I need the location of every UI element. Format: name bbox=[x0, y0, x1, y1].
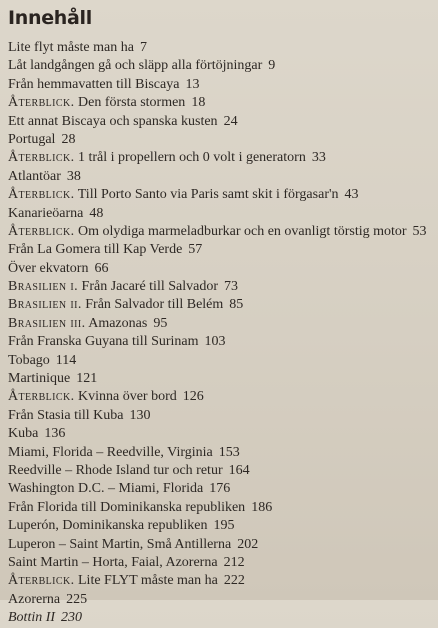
toc-entry bbox=[8, 205, 438, 223]
toc-entry-page-number: 43 bbox=[344, 187, 359, 203]
toc-entry-page-number: 48 bbox=[89, 205, 104, 221]
toc-entry-page-number: 186 bbox=[251, 499, 273, 515]
toc-entry-title: Från Franska Guyana till Surinam bbox=[8, 334, 199, 350]
toc-entry-title: Om olydiga marmeladburkar och en ovanligt törstig motor bbox=[74, 223, 407, 239]
toc-entry bbox=[8, 168, 438, 186]
toc-entry-page-number: 33 bbox=[311, 150, 326, 166]
toc-entry-title: Kanarieöarna bbox=[8, 205, 84, 221]
toc-entry-page-number: 136 bbox=[44, 426, 66, 442]
toc-entry bbox=[8, 462, 438, 480]
toc-entry-title: Låt landgången gå och släpp alla förtöjningar bbox=[8, 58, 263, 74]
toc-entry bbox=[8, 94, 438, 112]
toc-entry-title: Från Stasia till Kuba bbox=[8, 407, 124, 423]
toc-entry-page-number: 9 bbox=[268, 58, 276, 74]
toc-entry-title: Amazonas bbox=[85, 315, 148, 331]
toc-title: Innehåll bbox=[8, 7, 92, 29]
toc-entry bbox=[8, 609, 438, 627]
toc-entry-title: Martinique bbox=[8, 371, 71, 387]
toc-entry-page-number: 28 bbox=[61, 131, 76, 147]
toc-entry-title: Till Porto Santo via Paris samt skit i förgasar'n bbox=[74, 187, 339, 203]
toc-entry-title: Från Florida till Dominikanska republiken bbox=[8, 499, 246, 515]
toc-entry-title: Bottin II bbox=[8, 610, 56, 626]
toc-entry bbox=[8, 352, 438, 370]
toc-entry-title: Portugal bbox=[8, 131, 56, 147]
toc-entry-page-number: 103 bbox=[204, 334, 226, 350]
toc-entry bbox=[8, 223, 438, 241]
toc-entry bbox=[8, 333, 438, 351]
toc-entry-title: Washington D.C. – Miami, Florida bbox=[8, 481, 204, 497]
toc-entry-title: Ett annat Biscaya och spanska kusten bbox=[8, 113, 218, 129]
toc-entry-title: Atlantöar bbox=[8, 168, 61, 184]
toc-entry-title: Saint Martin – Horta, Faial, Azorerna bbox=[8, 554, 218, 570]
toc-entry-title: Luperón, Dominikanska republiken bbox=[8, 518, 208, 534]
toc-entry bbox=[8, 407, 438, 425]
toc-entry bbox=[8, 517, 438, 535]
toc-list bbox=[8, 39, 438, 628]
toc-entry-title: Reedville – Rhode Island tur och retur bbox=[8, 462, 223, 478]
toc-entry-title: Azorerna bbox=[8, 591, 61, 607]
toc-entry bbox=[8, 388, 438, 406]
toc-entry-page-number: 66 bbox=[94, 260, 109, 276]
toc-entry bbox=[8, 296, 438, 314]
toc-entry-title: Från La Gomera till Kap Verde bbox=[8, 242, 183, 258]
toc-entry-title: Från hemmavatten till Biscaya bbox=[8, 76, 180, 92]
toc-entry-section-label: Återblick. bbox=[8, 95, 75, 111]
toc-entry bbox=[8, 554, 438, 572]
toc-entry-title: Från Jacaré till Salvador bbox=[78, 279, 218, 295]
toc-entry bbox=[8, 76, 438, 94]
toc-entry bbox=[8, 39, 438, 57]
toc-entry bbox=[8, 131, 438, 149]
toc-entry bbox=[8, 186, 438, 204]
toc-entry-page-number: 57 bbox=[188, 242, 203, 258]
toc-entry-section-label: Återblick. bbox=[8, 223, 75, 239]
toc-entry bbox=[8, 480, 438, 498]
toc-entry-title: Kuba bbox=[8, 426, 39, 442]
toc-entry-page-number: 73 bbox=[223, 279, 238, 295]
toc-entry-section-label: Återblick. bbox=[8, 187, 75, 203]
toc-entry bbox=[8, 149, 438, 167]
toc-entry-page-number: 230 bbox=[61, 610, 83, 626]
toc-entry-page-number: 24 bbox=[223, 113, 238, 129]
toc-entry bbox=[8, 572, 438, 590]
toc-entry-page-number: 7 bbox=[139, 40, 147, 55]
toc-entry-section-label: Brasilien ii. bbox=[8, 297, 82, 313]
toc-entry-page-number: 13 bbox=[185, 76, 200, 92]
toc-entry-page-number: 126 bbox=[182, 389, 204, 405]
toc-entry bbox=[8, 444, 438, 462]
toc-entry-section-label: Återblick. bbox=[8, 389, 75, 405]
toc-entry-page-number: 225 bbox=[66, 591, 88, 607]
toc-entry-section-label: Återblick. bbox=[8, 150, 75, 166]
toc-entry-page-number: 195 bbox=[213, 518, 235, 534]
toc-entry-page-number: 212 bbox=[223, 554, 245, 570]
toc-entry-page-number: 164 bbox=[228, 462, 250, 478]
toc-entry-title: Från Salvador till Belém bbox=[81, 297, 224, 313]
toc-entry-title: Över ekvatorn bbox=[8, 260, 89, 276]
toc-entry-page-number: 202 bbox=[237, 536, 259, 552]
toc-entry-section-label: Återblick. bbox=[8, 573, 75, 589]
toc-entry-title: Lite FLYT måste man ha bbox=[74, 573, 218, 589]
toc-entry bbox=[8, 536, 438, 554]
toc-entry-title: 1 trål i propellern och 0 volt i generatorn bbox=[74, 150, 306, 166]
toc-entry bbox=[8, 278, 438, 296]
toc-entry bbox=[8, 241, 438, 259]
toc-entry-page-number: 114 bbox=[55, 352, 77, 368]
toc-entry-page-number: 176 bbox=[209, 481, 231, 497]
toc-entry-page-number: 53 bbox=[412, 223, 427, 239]
toc-entry-title: Miami, Florida – Reedville, Virginia bbox=[8, 444, 213, 460]
toc-entry bbox=[8, 425, 438, 443]
toc-entry-page-number: 153 bbox=[218, 444, 240, 460]
toc-entry-title: Den första stormen bbox=[74, 95, 186, 111]
toc-entry-page-number: 130 bbox=[129, 407, 151, 423]
toc-entry bbox=[8, 315, 438, 333]
toc-entry-title: Kvinna över bord bbox=[74, 389, 177, 405]
toc-entry-page-number: 121 bbox=[76, 371, 98, 387]
toc-entry-title: Lite flyt måste man ha bbox=[8, 40, 134, 55]
toc-entry bbox=[8, 57, 438, 75]
toc-entry-page-number: 18 bbox=[191, 95, 206, 111]
toc-entry bbox=[8, 370, 438, 388]
toc-entry-section-label: Brasilien i. bbox=[8, 279, 79, 295]
toc-entry-title: Tobago bbox=[8, 352, 50, 368]
toc-entry bbox=[8, 499, 438, 517]
toc-entry bbox=[8, 260, 438, 278]
toc-entry-page-number: 95 bbox=[153, 315, 168, 331]
toc-entry-title: Luperon – Saint Martin, Små Antillerna bbox=[8, 536, 232, 552]
toc-entry bbox=[8, 113, 438, 131]
toc-entry-section-label: Brasilien iii. bbox=[8, 315, 86, 331]
toc-entry-page-number: 222 bbox=[223, 573, 245, 589]
toc-entry-page-number: 38 bbox=[66, 168, 81, 184]
toc-entry-page-number: 85 bbox=[229, 297, 244, 313]
